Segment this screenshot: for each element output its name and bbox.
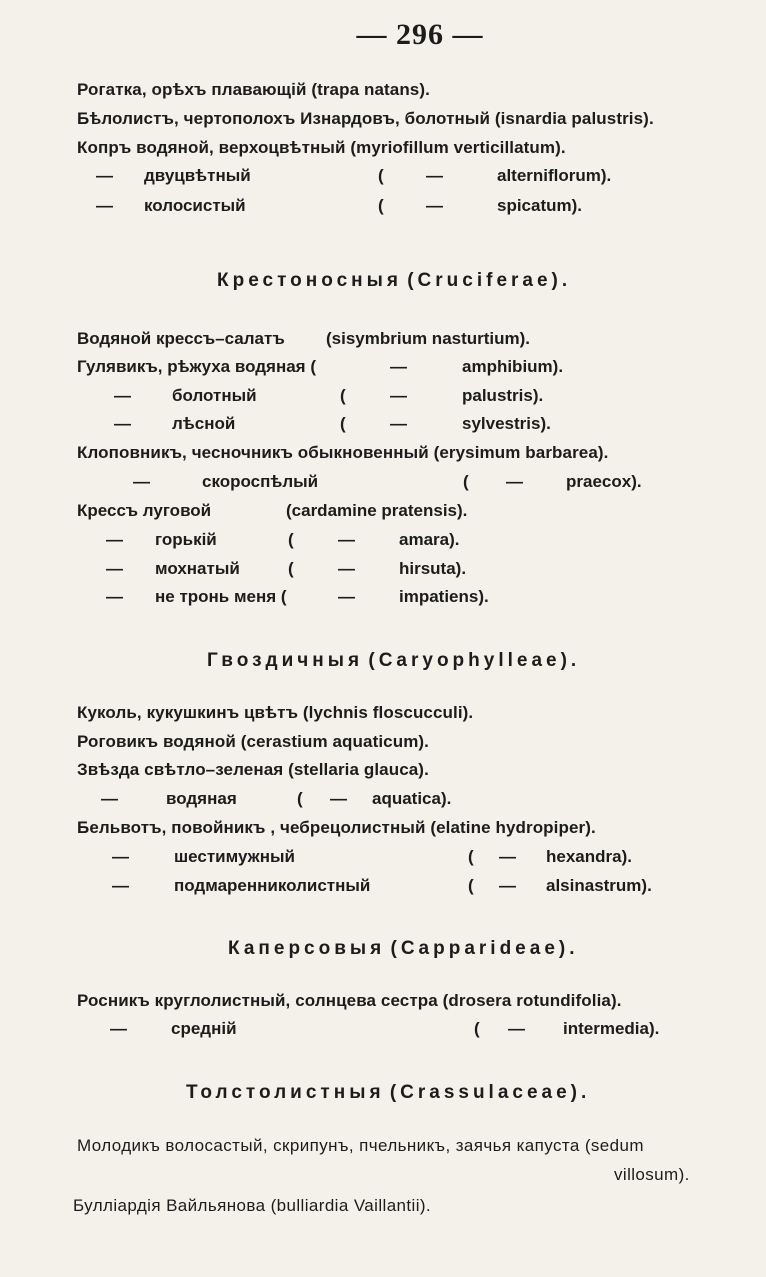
latin-name: alterniflorum). bbox=[497, 166, 612, 185]
species-name: мохнатый bbox=[155, 559, 240, 578]
dash: — bbox=[499, 847, 516, 866]
paren: ( bbox=[340, 386, 346, 405]
heading-caryophylleae bbox=[207, 650, 580, 672]
paren: ( bbox=[468, 847, 474, 866]
heading-ru: Толстолистныя bbox=[186, 1082, 385, 1103]
dash: — bbox=[106, 530, 123, 549]
latin-name: impatiens). bbox=[399, 587, 489, 606]
heading-latin: (Cruciferae). bbox=[407, 270, 572, 291]
dash: — bbox=[506, 472, 523, 491]
latin-name: amara). bbox=[399, 530, 460, 549]
paren: ( bbox=[474, 1019, 480, 1038]
dash: — bbox=[114, 386, 131, 405]
dash: — bbox=[426, 196, 443, 215]
dash: — bbox=[96, 196, 113, 215]
paren: ( bbox=[340, 414, 346, 433]
heading-latin: (Crassulaceae). bbox=[389, 1082, 591, 1103]
dash: — bbox=[133, 472, 150, 491]
paren: ( bbox=[297, 789, 303, 808]
entry-isnardia: Бѣлолистъ, чертополохъ Изнардовъ, болотный (isnardia palustris). bbox=[77, 109, 654, 128]
paren: ( bbox=[463, 472, 469, 491]
species-name: шестимужный bbox=[174, 847, 295, 866]
paren: ( bbox=[288, 530, 294, 549]
species-name: Гулявикъ, рѣжуха водяная ( bbox=[77, 357, 316, 376]
heading-ru: Каперсовыя bbox=[228, 938, 386, 959]
dash: — bbox=[390, 386, 407, 405]
dash: — bbox=[390, 357, 407, 376]
latin-name: palustris). bbox=[462, 386, 544, 405]
dash: — bbox=[96, 166, 113, 185]
latin-name: alsinastrum). bbox=[546, 876, 652, 895]
entry-stellaria: Звѣзда свѣтло–зеленая (stellaria glauca). bbox=[77, 760, 429, 779]
latin-name: sylvestris). bbox=[462, 414, 551, 433]
dash: — bbox=[101, 789, 118, 808]
heading-cruciferae bbox=[217, 270, 571, 292]
heading-ru: Гвоздичныя bbox=[207, 650, 364, 671]
species-name: не тронь меня ( bbox=[155, 587, 287, 606]
paren: ( bbox=[378, 196, 384, 215]
dash: — bbox=[338, 530, 355, 549]
latin-name: intermedia). bbox=[563, 1019, 660, 1038]
dash: — bbox=[338, 559, 355, 578]
species-name: средній bbox=[171, 1019, 237, 1038]
latin-name: spicatum). bbox=[497, 196, 583, 215]
entry-bulliardia: Булліардія Вайльянова (bulliardia Vaillantii). bbox=[73, 1196, 432, 1215]
species-name: горькій bbox=[155, 530, 217, 549]
paren: ( bbox=[468, 876, 474, 895]
dash: — bbox=[338, 587, 355, 606]
dash: — bbox=[499, 876, 516, 895]
entry-sedum: Молодикъ волосастый, скрипунъ, пчельникъ, заячья капуста (sedum bbox=[77, 1136, 644, 1155]
entry-drosera: Росникъ круглолистный, солнцева сестра (drosera rotundifolia). bbox=[77, 991, 622, 1010]
dash: — bbox=[390, 414, 407, 433]
dash: — bbox=[106, 559, 123, 578]
latin-name: amphibium). bbox=[462, 357, 564, 376]
latin-name: (cardamine pratensis). bbox=[286, 501, 468, 520]
heading-capparideae bbox=[228, 938, 579, 960]
latin-name: praecox). bbox=[566, 472, 642, 491]
dash: — bbox=[112, 876, 129, 895]
dash: — bbox=[110, 1019, 127, 1038]
dash: — bbox=[330, 789, 347, 808]
dash: — bbox=[112, 847, 129, 866]
dash: — bbox=[508, 1019, 525, 1038]
dash: — bbox=[106, 587, 123, 606]
latin-name: aquatica). bbox=[372, 789, 452, 808]
page-number: — 296 — bbox=[356, 18, 484, 51]
latin-name: hexandra). bbox=[546, 847, 632, 866]
entry-erysimum: Клоповникъ, чесночникъ обыкновенный (erysimum barbarea). bbox=[77, 443, 609, 462]
entry-sedum-continued: villosum). bbox=[614, 1165, 690, 1184]
paren: ( bbox=[378, 166, 384, 185]
species-name: колосистый bbox=[144, 196, 246, 215]
entry-myriophyllum: Копръ водяной, верхоцвѣтный (myriofillum verticillatum). bbox=[77, 138, 566, 157]
latin-name: (sisymbrium nasturtium). bbox=[326, 329, 531, 348]
species-name: подмаренниколистный bbox=[174, 876, 371, 895]
dash: — bbox=[426, 166, 443, 185]
heading-latin: (Caryophylleae). bbox=[368, 650, 581, 671]
heading-crassulaceae bbox=[186, 1082, 590, 1104]
paren: ( bbox=[288, 559, 294, 578]
entry-lychnis: Куколь, кукушкинъ цвѣтъ (lychnis floscucculi). bbox=[77, 703, 474, 722]
latin-name: hirsuta). bbox=[399, 559, 467, 578]
entry-cerastium: Роговикъ водяной (cerastium aquaticum). bbox=[77, 732, 429, 751]
entry-trapa: Рогатка, орѣхъ плавающій (trapa natans). bbox=[77, 80, 430, 99]
species-name: Крессъ луговой bbox=[77, 501, 212, 520]
species-name: двуцвѣтный bbox=[144, 166, 251, 185]
dash: — bbox=[114, 414, 131, 433]
heading-latin: (Cappari bbox=[390, 938, 500, 959]
heading-latin-end: deae). bbox=[499, 938, 579, 959]
entry-elatine: Бельвотъ, повойникъ , чебрецолистный (elatine hydropiper). bbox=[77, 818, 596, 837]
species-name: скороспѣлый bbox=[202, 472, 319, 491]
species-name: водяная bbox=[166, 789, 237, 808]
species-name: болотный bbox=[172, 386, 257, 405]
species-name: Водяной крессъ–салатъ bbox=[77, 329, 285, 348]
heading-ru: Крестоносныя bbox=[217, 270, 402, 291]
species-name: лѣсной bbox=[172, 414, 236, 433]
